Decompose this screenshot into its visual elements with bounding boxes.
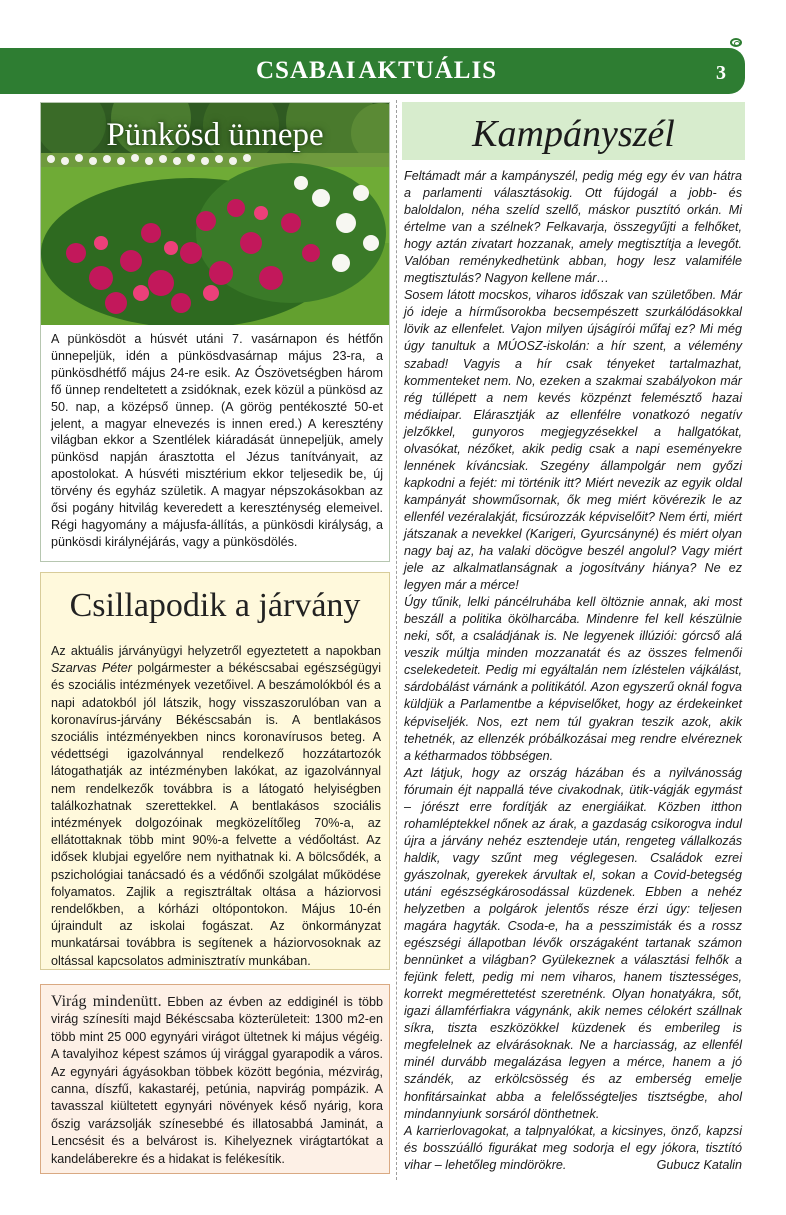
masthead-part1: CSABAI (256, 57, 357, 84)
epidemic-article (40, 572, 390, 970)
flowers-article (40, 984, 390, 1174)
pentecost-article (40, 102, 390, 562)
spiral-logo-icon (730, 38, 742, 47)
pentecost-body: A pünkösdöt a húsvét utáni 7. vasárnapon és hétfőn ünnepeljük, idén a pünkösdvasárnap május 23-ra, a pünkösdhétfő május 24-re esik. Az Ószövetségben három fő ünnep rendeltetett a zsidóknak, ezek közül a pünkösd az 50. nap, a középső ünnep. (A görög pentékoszté 50-et jelent, a magyar elnevezés is innen ered.) A keresztény világban ekkor a Szentlélek kiáradását ünnepeljük, amely pünkösd napján árasztotta el Jézus tanítványait, az apostolokat. A húsvéti misztérium ekkor teljesedik be, új törvény és egyház születik. A magyar népszokásokban az ősi pogány hitvilág keveredett a kereszténység elemeivel. Régi hagyomány a májusfa-állítás, a pünkösdi királyság, a pünkösdi királynéjárás, vagy a pünkösdölés. (51, 332, 383, 549)
epidemic-body-lead: Az aktuális járványügyi helyzetről egyeztetett a napokban (51, 644, 381, 658)
campaign-paragraph-2: Sosem látott mocskos, viharos időszak van születőben. Már jó ideje a hírműsorokba becsempészett szurkálódásokkal lövik az ellenfelet. Vajon milyen újságírói műfaj ez? Mi még úgy tanultuk a MÚOSZ-iskolán: a hír szent, a vélemény szabad! Vagyis a hír csak tényeket tartalmazhat, kommenteket nem. No, ezeken a szakmai szabályokon már rég túllépett a nem kevés közpénzt felemésztő hazai médiaipar. Elárasztják az ellenfélre vonatkozó negatív jelzőkkel, gunyoros megjegyzésekkel a hallgatókat, olvasókat, nézőket, akik pedig csak a napi eseményekre lennének kíváncsiak. Szegény állampolgár nem győzi kapkodni a fejét: mi történik itt? Miért nevezik az egyik oldal kampányát showműsornak, ők meg miért kövérezik le az ellenfél vezéralakját, ficsúrozzák képviselőit? Nem érti, miért játszanak a nevekkel (Karigeri, Gyurcsányné) és miért olyan nagy baj az, ha valaki döcögve beszél angolul? Vagy miért jele az alkalmatlanságnak a jogosítvány hiánya? Ne ez legyen már a mérce! (404, 288, 742, 593)
page-number: 3 (716, 62, 726, 84)
mayor-name: Szarvas Péter (51, 661, 132, 676)
epidemic-title: Csillapodik a járvány (69, 587, 361, 624)
pentecost-title: Pünkösd ünnepe (106, 117, 324, 153)
campaign-article (404, 168, 742, 1174)
flowers-text (51, 993, 383, 1168)
masthead-bar (0, 48, 745, 94)
campaign-paragraph-5 (404, 1123, 742, 1174)
flowers-body: Ebben az évben az eddiginél is több virág színesíti majd Békéscsaba közterületeit: 1300 m2-en több mint 25 000 egynyári virágot ültetnek ki május végéig. A tavalyihoz képest számos új virággal gyarapodik a város. Az egynyári ágyásokban többek között begónia, mézvirág, canna, díszfű, kakastaréj, petúnia, napvirág pompázik. A tavasszal kiültetett egynyári növények késő nyárig, kora őszig varázsolják színesebbé és illatosabbá Jaminát, a Lencsésit és a belvárost is. Kihelyeznek virágtartókat a kandeláberekre és a hidakat is felékesítik. (51, 995, 383, 1166)
campaign-closing-text: A karrierlovagokat, a talpnyalókat, a kicsinyes, önző, kapzsi és bosszúálló figurákat meg sodorja el egy jókora, tisztító vihar – lehetőleg mindörökre. (404, 1123, 742, 1172)
campaign-paragraph-1: Feltámadt már a kampányszél, pedig még egy év van hátra a parlamenti választásokig. Ott fújdogál a jobb- és baloldalon, néha szelíd szellő, máskor pusztító orkán. Mi értelme van a szélnek? Felkavarja, összegyűjti a felhőket, hogy aztán zivatart hozzanak, amely megtisztítja a levegőt. Valóban reménykedhetünk abban, hogy lesz valamiféle megtisztulás? Nagyon kellene már… (404, 169, 742, 286)
campaign-paragraph-4: Azt látjuk, hogy az ország házában és a nyilvánosság fórumain éjt nappallá téve civakodnak, ütik-vágják egymást – jórészt erre fordítják az energiáikat. Közben itthon rohamléptekkel nőnek az árak, a gazdaság csikorogva indul újra a járvány nehéz esztendeje után, rengeteg vállalkozás haldik, vagy szűnt meg véglegesen. Családok ezrei gyászolnak, gyerekek árvultak el, sokan a Covid-betegség utáni egészségkárosodással küzdenek. Ebben a nehéz helyzetben a polgárok jelentős része érzi úgy: teljesen magára hagyták. Csoda-e, ha a pesszimisták és a rossz egészségi állapotban lévők országaként tartanak számon bennünket a világban? Gyülekeznek a választási felhők a fejünk felett, pedig mi nem viharos, hanem tisztességes, korrekt megmérettetést szeretnénk. Olyan honatyákra, sőt, igazi államférfiakra vágynánk, akik nemes célokért szállnak síkra, tiszta eszközökkel küzdenek és emberileg is megfelelnek az elvárásoknak. Ne a harciasság, az ellenfél minél durvább megalázása legyen a mérce, hanem a jó szándék, az erkölcsösség és az emberség emelje honfitársainkat abba a felelősségteljes tisztségbe, ahol mindannyiunk sorsáról dönthetnek. (404, 765, 742, 1121)
epidemic-body (51, 643, 381, 970)
masthead-part2: AKTUÁLIS (358, 57, 498, 84)
epidemic-body-rest: polgármester a békéscsabai egészségügyi és szociális intézmények vezetőivel. A beszámolókból és a napi adatokból jól látszik, hogy visszaszorulóban van a koronavírus-járvány Békéscsabán is. A bentlakásos szociális intézményekben nincs koronavírusos beteg. A védettségi igazolvánnyal rendelkező hozzátartozók látogathatják az intézményben lakókat, az igazolvánnyal nem rendelkezők továbbra is a látogató helyiségben találkozhatnak szerettekkel. A bentlakásos szociális intézmények dolgozóinak megközelítőleg 70%-a, az ellátottaknak több mint 90%-a felvette a védőoltást. Az idősek klubjai egyelőre nem nyithatnak ki. A bölcsődék, a pszichológiai tanácsadó és a védőnői szolgálat működése folyamatos. Zajlik a regisztráltak oltása a háziorvosi rendelőkben, a kórházi oltópontokon. Május 10-én újraindult az iskolai fogászat. Az önkormányzat munkatársai továbbra is segítenek a háziorvosoknak az oltással kapcsolatos adminisztratív munkában. (51, 661, 381, 968)
flowers-title: Virág mindenütt. (51, 993, 162, 1010)
campaign-title: Kampányszél (472, 113, 675, 155)
peony-photo (41, 103, 389, 325)
campaign-paragraph-3: Úgy tűnik, lelki páncélruhába kell öltöznie annak, aki most beszáll a politika ökölharcába. Mindenre fel kell készülnie neki, sőt, a családjának is. Ne legyenek illúziói: górcső alá veszik múltja minden mozzanatát és az összes felmenői cselekedeteit. Pedig mi egyáltalán nem ízléstelen vájkálást, sárdobálást várnánk a politikától. Azon egyszerű oknál fogva küldjük a Parlamentbe a képviselőket, hogy az érdekeinket képviseljék. Nos, ezt nem túl gyakran teszik azok, akik tehetnék, az ellenzék próbálkozásai meg rendre elvéreznek a kétharmados többségen. (404, 595, 742, 763)
column-divider (396, 100, 397, 1180)
campaign-title-bar (402, 102, 745, 160)
author-name: Gubucz Katalin (656, 1157, 742, 1172)
masthead-title (256, 58, 497, 83)
